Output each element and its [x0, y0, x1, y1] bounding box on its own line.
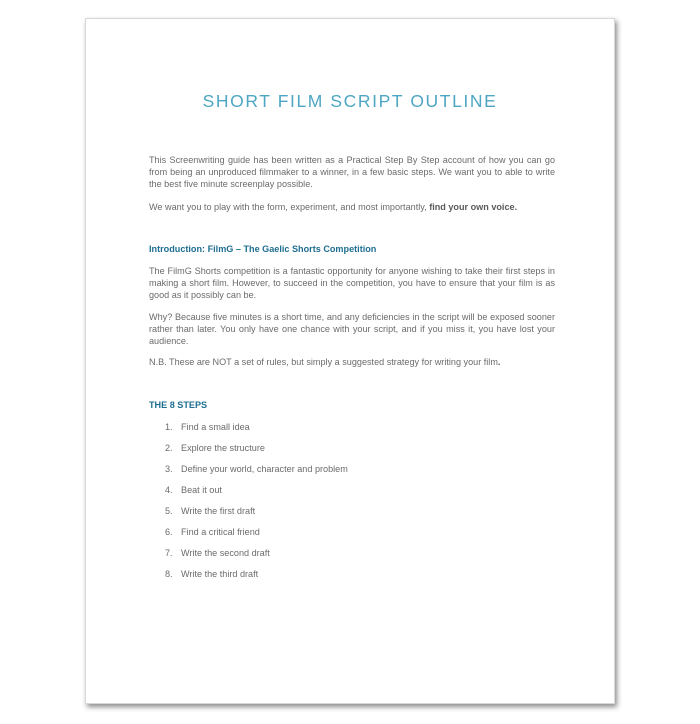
step-label: Beat it out: [181, 484, 222, 495]
step-label: Find a critical friend: [181, 526, 260, 537]
list-item: [149, 543, 555, 564]
document-title: SHORT FILM SCRIPT OUTLINE: [202, 91, 498, 111]
step-label: Write the third draft: [181, 568, 259, 579]
document-body: [149, 154, 555, 585]
why-paragraph: Why? Because five minutes is a short time, and any deficiencies in the script will be exposed sooner rather than later. You only have one chance with your script, and if you miss it, you have lost your audience.: [149, 311, 555, 347]
list-item: [149, 522, 555, 543]
section-heading-steps: THE 8 STEPS: [149, 400, 208, 411]
list-item: [149, 417, 555, 438]
play-paragraph: [149, 201, 555, 213]
play-paragraph-emphasis: find your own voice.: [429, 201, 518, 212]
play-paragraph-text: We want you to play with the form, experiment, and most importantly,: [149, 201, 430, 212]
section-heading-introduction: Introduction: FilmG – The Gaelic Shorts Competition: [149, 243, 377, 254]
step-number: 7.: [165, 547, 173, 558]
step-number: 5.: [165, 505, 173, 516]
steps-list: [149, 417, 555, 585]
step-label: Define your world, character and problem: [181, 463, 348, 474]
note-paragraph-text: N.B. These are NOT a set of rules, but simply a suggested strategy for writing your film: [149, 357, 498, 368]
list-item: [149, 501, 555, 522]
list-item: [149, 459, 555, 480]
step-number: 8.: [165, 568, 173, 579]
step-number: 4.: [165, 484, 173, 495]
document-page: [85, 18, 615, 704]
competition-paragraph: The FilmG Shorts competition is a fantastic opportunity for anyone wishing to take their first steps in making a short film. However, to succeed in the competition, you have to ensure that your film is as good as it possibly can be.: [149, 266, 555, 301]
step-label: Explore the structure: [181, 442, 265, 453]
step-number: 1.: [165, 421, 173, 432]
note-paragraph-end: .: [497, 357, 501, 368]
list-item: [149, 480, 555, 501]
step-label: Write the second draft: [181, 547, 270, 558]
note-paragraph: [149, 356, 555, 368]
list-item: [149, 564, 555, 585]
list-item: [149, 438, 555, 459]
intro-paragraph: This Screenwriting guide has been written as a Practical Step By Step account of how you can go from being an unproduced filmmaker to a winner, in a few basic steps. We want you to able to write the best five minute screenplay possible.: [149, 155, 555, 190]
step-number: 2.: [165, 442, 173, 453]
step-number: 6.: [165, 526, 173, 537]
step-label: Find a small idea: [181, 421, 250, 432]
step-number: 3.: [165, 463, 173, 474]
step-label: Write the first draft: [181, 505, 256, 516]
